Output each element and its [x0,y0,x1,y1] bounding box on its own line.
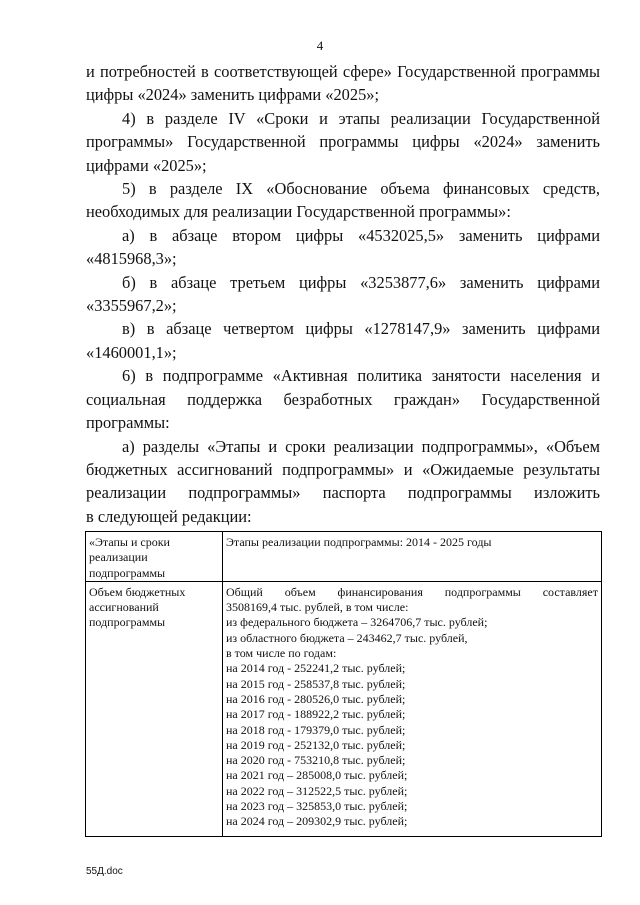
text-line: социальная поддержка безработных граждан» Государственной [86,389,600,409]
text-line: программы: [86,413,170,433]
paragraph [86,271,600,318]
text-line: «3355967,2»; [86,296,177,316]
cell-line: реализации [89,550,148,565]
cell-line: Общий объем финансирования подпрограммы составляет [226,584,598,599]
text-line: цифрами «2025»; [86,155,207,175]
text-line: реализации подпрограммы» паспорта подпрограммы изложить [86,483,600,503]
cell-line: из областного бюджета – 243462,7 тыс. рублей, [226,630,468,645]
text-line: программы» Государственной программы цифры «2024» заменить [86,132,600,152]
text-line: б) в абзаце третьем цифры «3253877,6» заменить цифрами [122,272,600,292]
cell-line: Этапы реализации подпрограммы: 2014 - 2025 годы [226,535,492,549]
paragraph [86,60,600,107]
paragraph [86,224,600,271]
table-cell-label [86,581,223,836]
cell-line: подпрограммы [89,565,166,580]
paragraph [86,435,600,529]
cell-line: Объем бюджетных [89,584,186,599]
cell-line: на 2023 год – 325853,0 тыс. рублей; [226,799,408,814]
cell-line: на 2022 год – 312522,5 тыс. рублей; [226,783,408,798]
text-line: 5) в разделе IX «Обоснование объема финансовых средств, [122,179,600,199]
text-line: бюджетных ассигнований подпрограммы» и «Ожидаемые результаты [86,459,600,479]
document-body [86,60,600,528]
passport-table [85,531,602,837]
text-line: и потребностей в соответствующей сфере» Государственной программы [86,62,600,81]
paragraph [86,317,600,364]
cell-line: на 2017 год - 188922,2 тыс. рублей; [226,707,406,722]
cell-line: на 2024 год – 209302,9 тыс. рублей; [226,814,408,829]
paragraph [86,107,600,177]
cell-line: в том числе по годам: [226,646,337,661]
table-row [86,532,602,582]
text-line: необходимых для реализации Государственной программы»: [86,202,511,222]
cell-line: на 2020 год - 753210,8 тыс. рублей; [226,753,406,768]
cell-line: на 2019 год - 252132,0 тыс. рублей; [226,737,406,752]
cell-line: подпрограммы [89,615,166,630]
text-line: «1460001,1»; [86,342,177,362]
text-line: в) в абзаце четвертом цифры «1278147,9» заменить цифрами [122,319,600,339]
table-row [86,581,602,836]
cell-line: ассигнований [89,600,159,615]
table-cell-label [86,532,223,582]
cell-line: на 2015 год - 258537,8 тыс. рублей; [226,676,406,691]
text-line: а) в абзаце втором цифры «4532025,5» заменить цифрами [122,225,600,245]
table-cell-value [223,581,602,836]
paragraph [86,177,600,224]
cell-line: «Этапы и сроки [89,535,170,549]
file-name-footer: 55Д.doc [86,866,123,877]
table-cell-value [223,532,602,582]
cell-line: на 2016 год - 280526,0 тыс. рублей; [226,691,406,706]
cell-line: из федерального бюджета – 3264706,7 тыс. рублей; [226,615,488,630]
text-line: 4) в разделе IV «Сроки и этапы реализации Государственной [122,108,600,128]
text-line: цифры «2024» заменить цифрами «2025»; [86,85,380,105]
cell-line: 3508169,4 тыс. рублей, в том числе: [226,600,409,615]
cell-line: на 2018 год - 179379,0 тыс. рублей; [226,722,406,737]
page-number: 4 [316,38,324,53]
paragraph [86,364,600,434]
text-line: в следующей редакции: [86,506,252,526]
text-line: «4815968,3»; [86,249,177,269]
cell-line: на 2014 год - 252241,2 тыс. рублей; [226,661,406,676]
text-line: а) разделы «Этапы и сроки реализации подпрограммы», «Объем [122,436,600,456]
cell-line: на 2021 год – 285008,0 тыс. рублей; [226,768,408,783]
text-line: 6) в подпрограмме «Активная политика занятости населения и [122,366,600,386]
